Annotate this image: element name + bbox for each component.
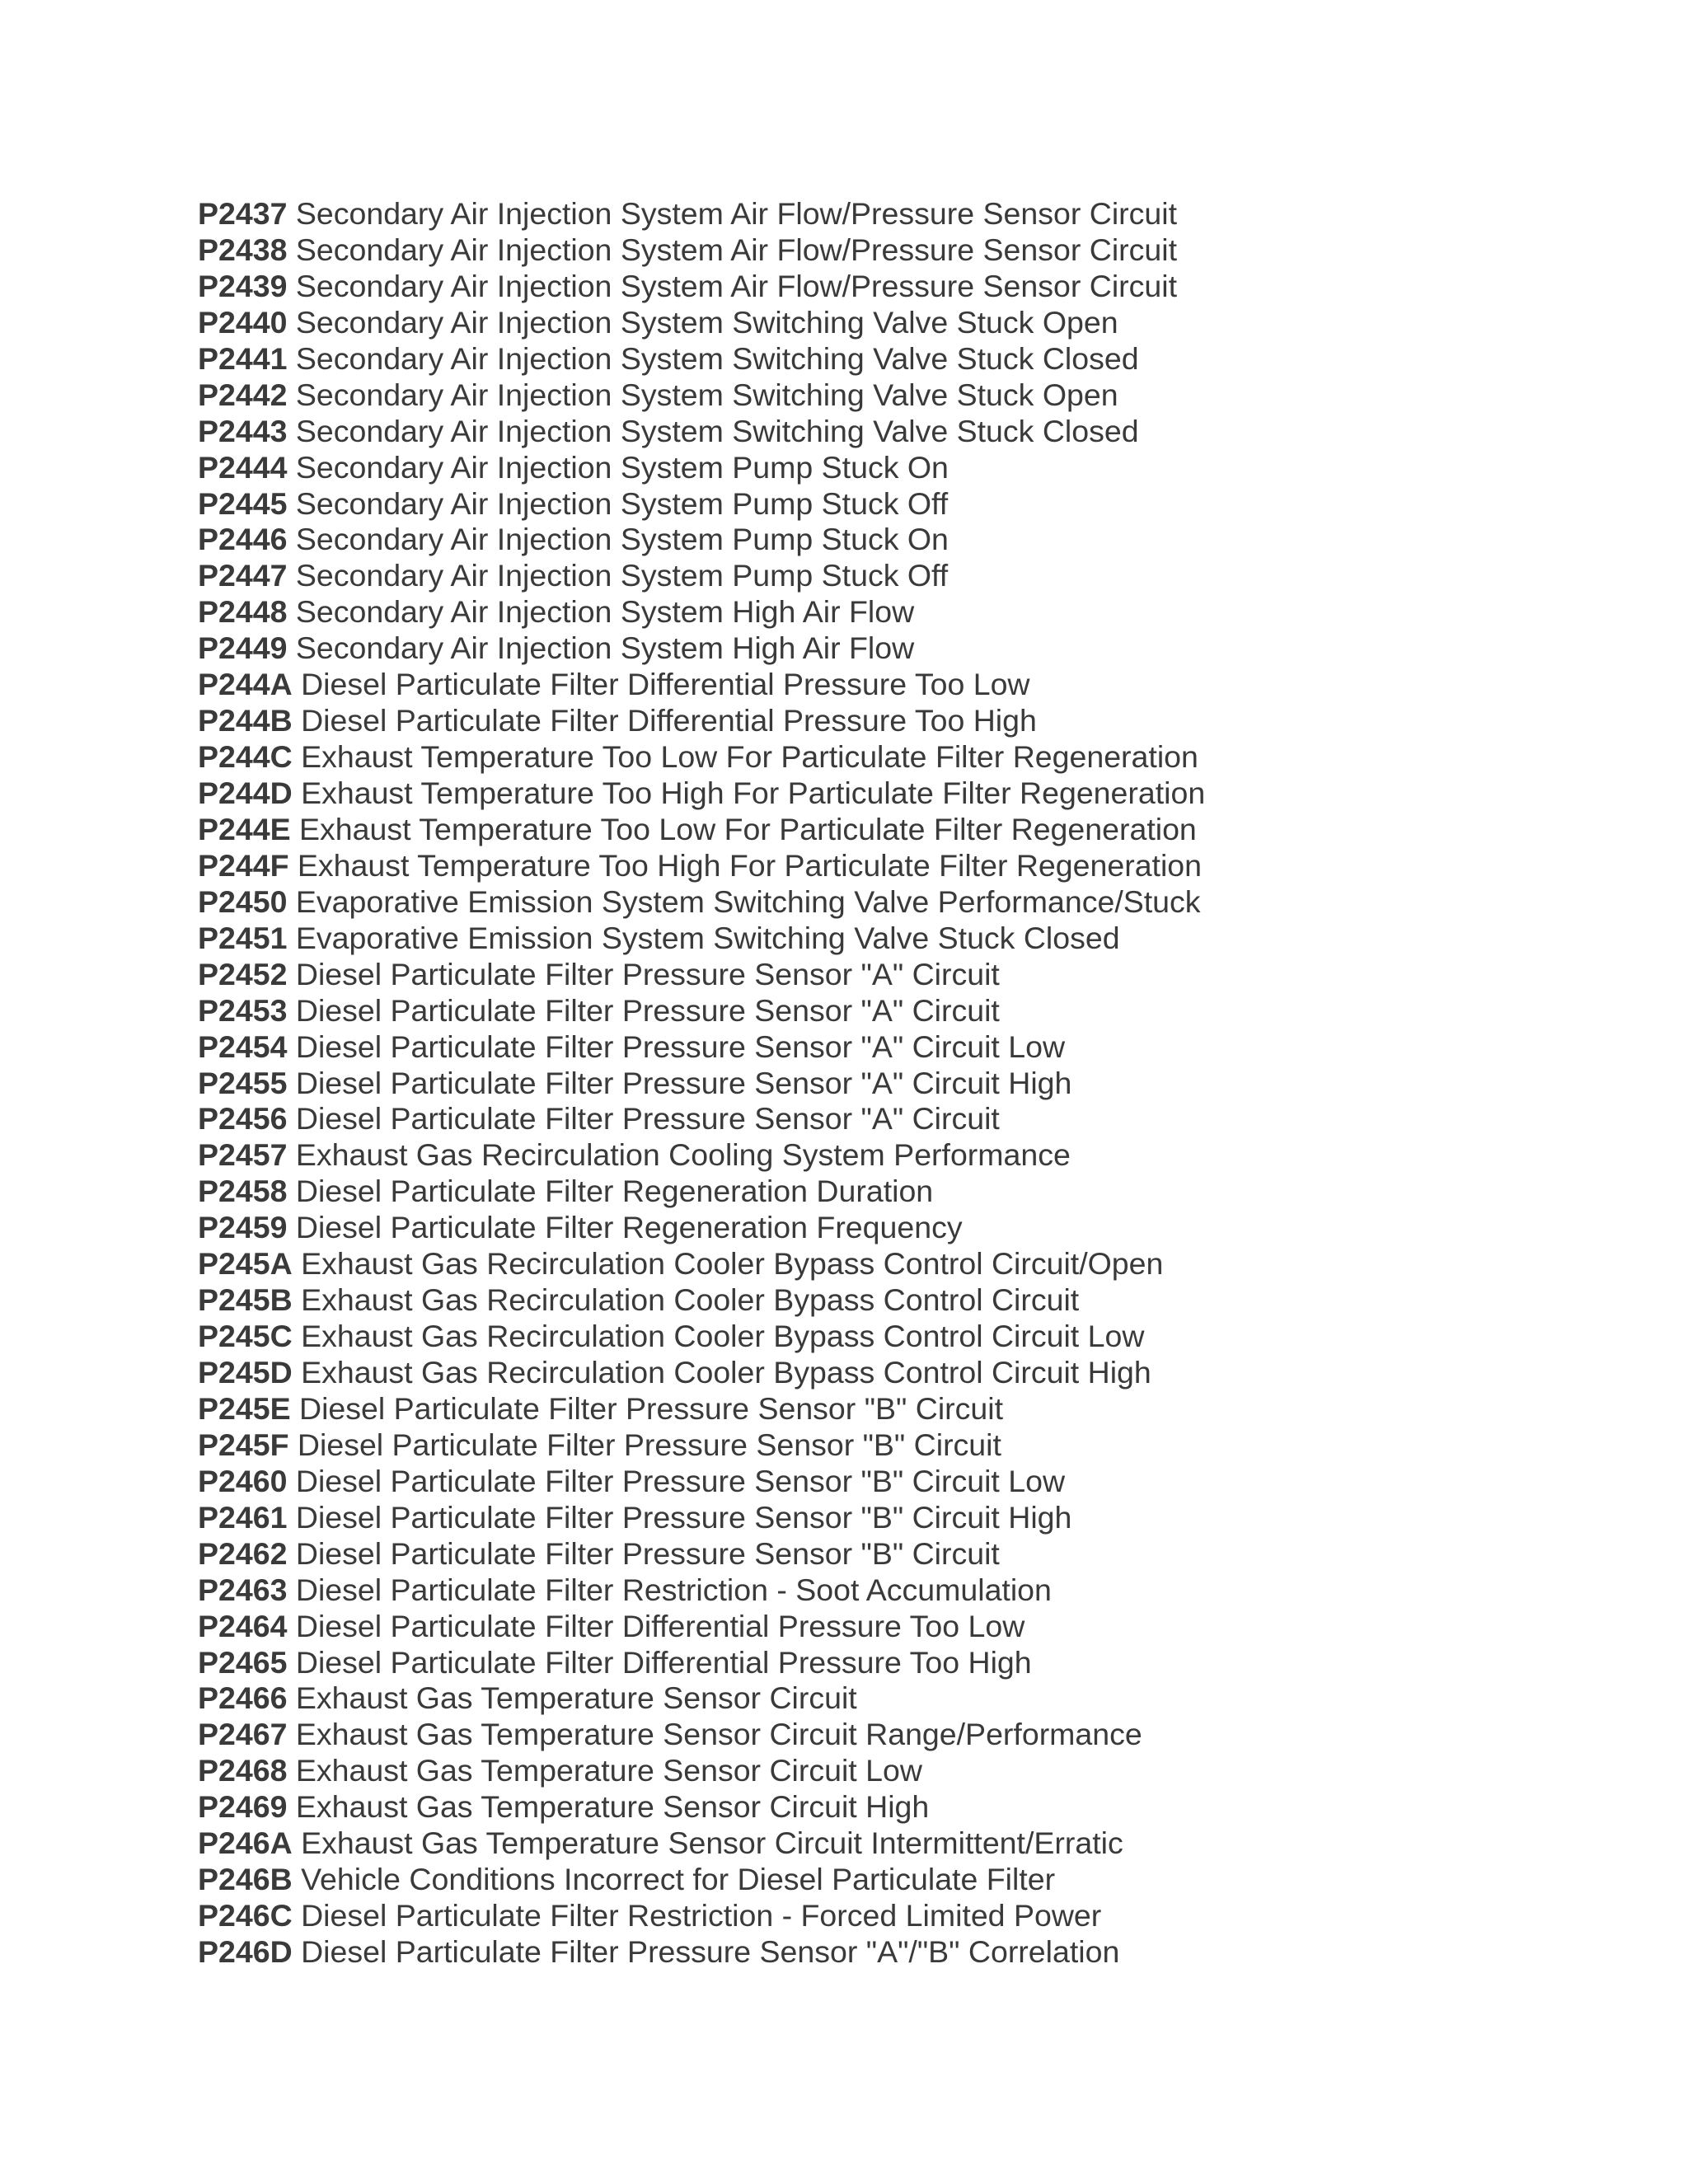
code-row [198, 1825, 1205, 1862]
code-row [198, 921, 1205, 957]
code-row [198, 1174, 1205, 1210]
code-row [198, 232, 1205, 269]
code-id: P245E [198, 1390, 291, 1426]
code-row [198, 1753, 1205, 1789]
code-row [198, 1066, 1205, 1102]
code-row [198, 1355, 1205, 1391]
code-row [198, 594, 1205, 630]
code-description: Secondary Air Injection System Pump Stuck Off [295, 485, 949, 521]
code-description: Vehicle Conditions Incorrect for Diesel Particulate Filter [301, 1862, 1056, 1897]
code-description: Diesel Particulate Filter Pressure Sensor "B" Circuit [297, 1427, 1001, 1462]
code-row [198, 703, 1205, 739]
code-row [198, 884, 1205, 921]
code-row [198, 1101, 1205, 1137]
code-description: Secondary Air Injection System Pump Stuck On [295, 449, 949, 485]
code-row [198, 630, 1205, 667]
code-row [198, 1137, 1205, 1174]
code-row [198, 1427, 1205, 1464]
code-row [198, 1536, 1205, 1572]
code-row [198, 377, 1205, 414]
code-description: Diesel Particulate Filter Differential Pressure Too Low [295, 1608, 1025, 1643]
code-id: P245A [198, 1246, 293, 1282]
code-id: P2469 [198, 1789, 288, 1825]
code-row [198, 196, 1205, 232]
code-row [198, 1572, 1205, 1609]
code-description: Exhaust Gas Temperature Sensor Circuit Range/Performance [295, 1717, 1142, 1752]
code-description: Diesel Particulate Filter Pressure Sensor "A"/"B" Correlation [301, 1934, 1120, 1969]
code-id: P2460 [198, 1463, 288, 1498]
code-id: P2461 [198, 1499, 288, 1535]
code-row [198, 1645, 1205, 1681]
code-description: Exhaust Gas Recirculation Cooler Bypass Control Circuit Low [301, 1319, 1145, 1354]
code-description: Exhaust Temperature Too Low For Particulate Filter Regeneration [301, 739, 1198, 775]
code-id: P2449 [198, 630, 288, 666]
code-description: Secondary Air Injection System Switching Valve Stuck Closed [295, 413, 1139, 448]
code-row [198, 486, 1205, 523]
code-row [198, 1898, 1205, 1934]
code-description: Secondary Air Injection System Air Flow/Pressure Sensor Circuit [295, 232, 1178, 267]
code-row [198, 341, 1205, 377]
code-id: P2467 [198, 1717, 288, 1752]
code-id: P245F [198, 1427, 289, 1462]
code-row [198, 305, 1205, 341]
code-description: Diesel Particulate Filter Pressure Sensor "A" Circuit [295, 992, 1000, 1028]
code-description: Diesel Particulate Filter Regeneration Duration [295, 1174, 934, 1209]
code-id: P2465 [198, 1644, 288, 1680]
code-id: P2440 [198, 304, 288, 340]
code-row [198, 1680, 1205, 1717]
code-id: P2462 [198, 1535, 288, 1571]
code-id: P2443 [198, 413, 288, 448]
code-description: Exhaust Gas Temperature Sensor Circuit High [295, 1789, 930, 1825]
code-id: P244E [198, 811, 291, 846]
code-id: P2441 [198, 340, 288, 376]
code-id: P244F [198, 847, 289, 883]
code-row [198, 522, 1205, 558]
code-description: Secondary Air Injection System Switching Valve Stuck Open [295, 377, 1118, 412]
code-description: Exhaust Gas Recirculation Cooler Bypass Control Circuit/Open [301, 1246, 1164, 1282]
code-id: P2464 [198, 1608, 288, 1643]
code-id: P2453 [198, 992, 288, 1028]
code-row [198, 993, 1205, 1029]
code-id: P2447 [198, 558, 288, 593]
code-id: P2444 [198, 449, 288, 485]
code-description: Diesel Particulate Filter Pressure Sensor "A" Circuit Low [295, 1029, 1066, 1064]
code-description: Exhaust Gas Temperature Sensor Circuit Intermittent/Erratic [301, 1825, 1123, 1861]
code-description: Exhaust Temperature Too High For Particulate Filter Regeneration [301, 776, 1206, 810]
code-id: P245B [198, 1282, 293, 1318]
code-row [198, 1029, 1205, 1066]
code-id: P2451 [198, 920, 288, 955]
code-description: Exhaust Gas Recirculation Cooler Bypass Control Circuit [301, 1282, 1080, 1318]
code-description: Diesel Particulate Filter Differential Pressure Too High [301, 703, 1037, 738]
code-description: Diesel Particulate Filter Restriction - Soot Accumulation [295, 1572, 1052, 1607]
code-description: Diesel Particulate Filter Pressure Sensor "A" Circuit [295, 1101, 1000, 1137]
code-id: P2458 [198, 1174, 288, 1209]
code-id: P2439 [198, 268, 288, 303]
code-description: Secondary Air Injection System Switching Valve Stuck Open [295, 304, 1118, 340]
code-description: Exhaust Gas Temperature Sensor Circuit Low [295, 1753, 922, 1788]
code-id: P245C [198, 1319, 293, 1354]
code-description: Diesel Particulate Filter Restriction - Forced Limited Power [301, 1898, 1102, 1933]
code-description: Secondary Air Injection System Air Flow/Pressure Sensor Circuit [295, 196, 1178, 231]
code-row [198, 1862, 1205, 1898]
code-description: Diesel Particulate Filter Pressure Sensor "B" Circuit Low [295, 1463, 1066, 1498]
code-row [198, 1464, 1205, 1500]
code-id: P2448 [198, 594, 288, 630]
code-row [198, 812, 1205, 848]
code-row [198, 1934, 1205, 1971]
code-row [198, 1319, 1205, 1355]
code-id: P244A [198, 667, 293, 702]
code-description: Exhaust Gas Recirculation Cooler Bypass Control Circuit High [301, 1355, 1151, 1390]
code-id: P245D [198, 1355, 293, 1390]
code-row [198, 1246, 1205, 1282]
code-id: P2452 [198, 956, 288, 991]
code-description: Exhaust Gas Temperature Sensor Circuit [295, 1680, 857, 1716]
code-id: P2463 [198, 1572, 288, 1607]
code-description: Secondary Air Injection System Air Flow/Pressure Sensor Circuit [295, 268, 1178, 303]
code-id: P2454 [198, 1029, 288, 1064]
code-row [198, 269, 1205, 305]
code-id: P2446 [198, 522, 288, 557]
code-row [198, 739, 1205, 776]
code-row [198, 558, 1205, 594]
code-row [198, 450, 1205, 486]
code-row [198, 1717, 1205, 1753]
code-id: P2442 [198, 377, 288, 412]
code-description: Diesel Particulate Filter Pressure Sensor "A" Circuit [295, 956, 1000, 991]
code-description: Diesel Particulate Filter Pressure Sensor "B" Circuit [295, 1535, 1000, 1571]
code-description: Secondary Air Injection System Switching Valve Stuck Closed [295, 340, 1139, 376]
code-row [198, 1500, 1205, 1536]
code-id: P2457 [198, 1137, 288, 1173]
code-row [198, 957, 1205, 993]
code-id: P246D [198, 1934, 293, 1969]
code-row [198, 1210, 1205, 1246]
code-description: Diesel Particulate Filter Differential Pressure Too High [295, 1644, 1032, 1680]
code-id: P244B [198, 703, 293, 738]
code-description: Secondary Air Injection System High Air Flow [295, 594, 915, 630]
code-row [198, 667, 1205, 703]
code-id: P246A [198, 1825, 293, 1861]
code-row [198, 414, 1205, 450]
code-id: P244C [198, 739, 293, 775]
code-id: P2437 [198, 196, 288, 231]
code-row [198, 1391, 1205, 1427]
code-id: P2459 [198, 1210, 288, 1245]
code-id: P2450 [198, 883, 288, 919]
code-description: Secondary Air Injection System High Air Flow [295, 630, 915, 666]
code-id: P2456 [198, 1101, 288, 1137]
code-description: Secondary Air Injection System Pump Stuck On [295, 522, 949, 557]
code-description: Diesel Particulate Filter Differential Pressure Too Low [301, 667, 1030, 702]
code-description: Diesel Particulate Filter Regeneration Frequency [295, 1210, 963, 1245]
code-description: Exhaust Temperature Too Low For Particulate Filter Regeneration [299, 811, 1197, 846]
code-id: P246C [198, 1898, 293, 1933]
code-row [198, 848, 1205, 884]
diagnostic-code-list [198, 196, 1205, 1971]
code-description: Evaporative Emission System Switching Valve Stuck Closed [295, 920, 1120, 955]
code-row [198, 1282, 1205, 1319]
code-description: Diesel Particulate Filter Pressure Sensor "B" Circuit [299, 1390, 1004, 1426]
code-description: Evaporative Emission System Switching Valve Performance/Stuck [295, 883, 1201, 919]
code-id: P2455 [198, 1065, 288, 1100]
code-description: Secondary Air Injection System Pump Stuck Off [295, 558, 949, 593]
code-description: Diesel Particulate Filter Pressure Sensor "A" Circuit High [295, 1065, 1072, 1100]
code-description: Diesel Particulate Filter Pressure Sensor "B" Circuit High [295, 1499, 1072, 1535]
code-id: P2468 [198, 1753, 288, 1788]
code-id: P244D [198, 776, 293, 810]
code-row [198, 1789, 1205, 1825]
code-row [198, 776, 1205, 812]
code-id: P2438 [198, 232, 288, 267]
code-id: P246B [198, 1862, 293, 1897]
code-description: Exhaust Gas Recirculation Cooling System Performance [295, 1137, 1071, 1173]
code-id: P2466 [198, 1680, 288, 1716]
code-row [198, 1609, 1205, 1645]
code-id: P2445 [198, 485, 288, 521]
code-description: Exhaust Temperature Too High For Particulate Filter Regeneration [297, 847, 1203, 883]
